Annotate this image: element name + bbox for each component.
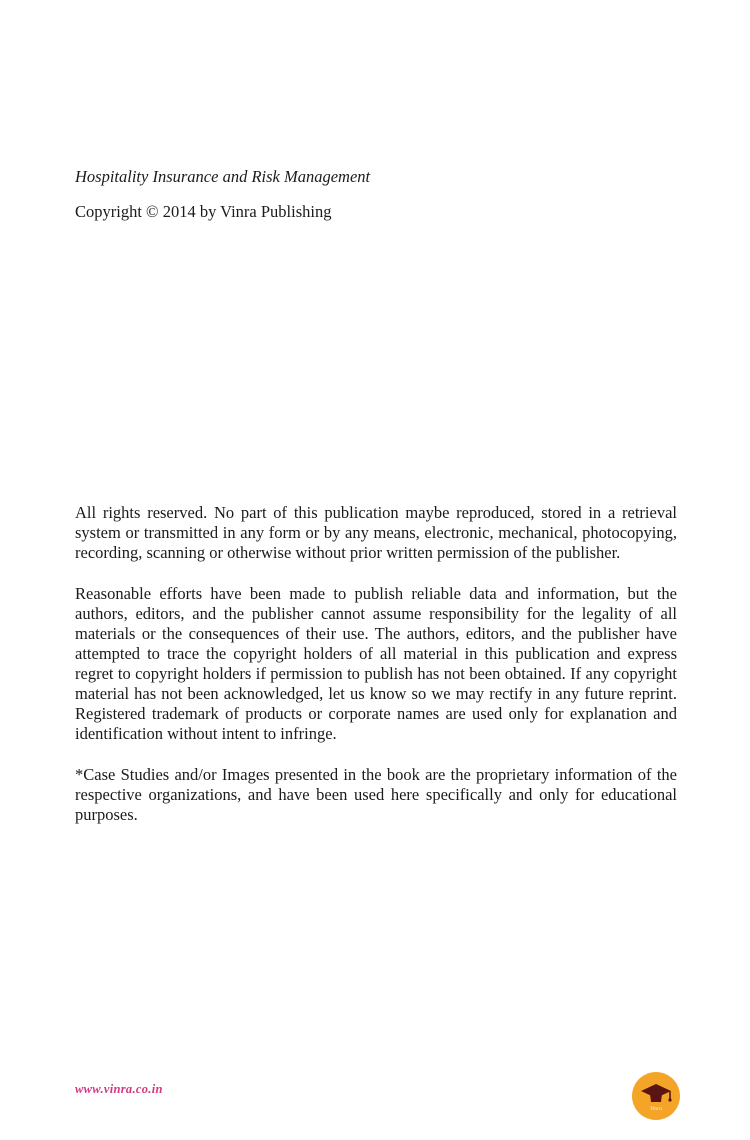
publisher-website-link[interactable]: www.vinra.co.in	[75, 1082, 163, 1096]
graduation-cap-icon	[632, 1072, 680, 1120]
book-title: Hospitality Insurance and Risk Management	[75, 167, 371, 186]
disclaimer-paragraph: Reasonable efforts have been made to publish reliable data and information, but the authors, editors, and the publisher cannot assume responsibility for the legality of all materials or the consequences of their use. The authors, editors, and the publisher have attempted to trace the copyright holders of all material in this publication and express regret to copyright holders if permission to publish has not been obtained. If any copyright material has not been acknowledged, let us know so we may rectify in any future reprint. Registered trademark of products or corporate names are used only for explanation and identification without intent to infringe.	[75, 584, 677, 743]
case-studies-note-paragraph: *Case Studies and/or Images presented in the book are the proprietary information of the respective organizations, and have been used here specifically and only for educational purposes.	[75, 765, 677, 824]
copyright-line: Copyright © 2014 by Vinra Publishing	[75, 202, 332, 221]
rights-reserved-paragraph: All rights reserved. No part of this publication maybe reproduced, stored in a retrieval system or transmitted in any form or by any means, electronic, mechanical, photocopying, recording, scanning or otherwise without prior written permission of the publisher.	[75, 503, 677, 562]
front-matter	[75, 167, 677, 222]
publisher-logo	[632, 1072, 680, 1120]
logo-wordmark: Vinra	[649, 1106, 663, 1112]
legal-text-block	[75, 503, 677, 846]
